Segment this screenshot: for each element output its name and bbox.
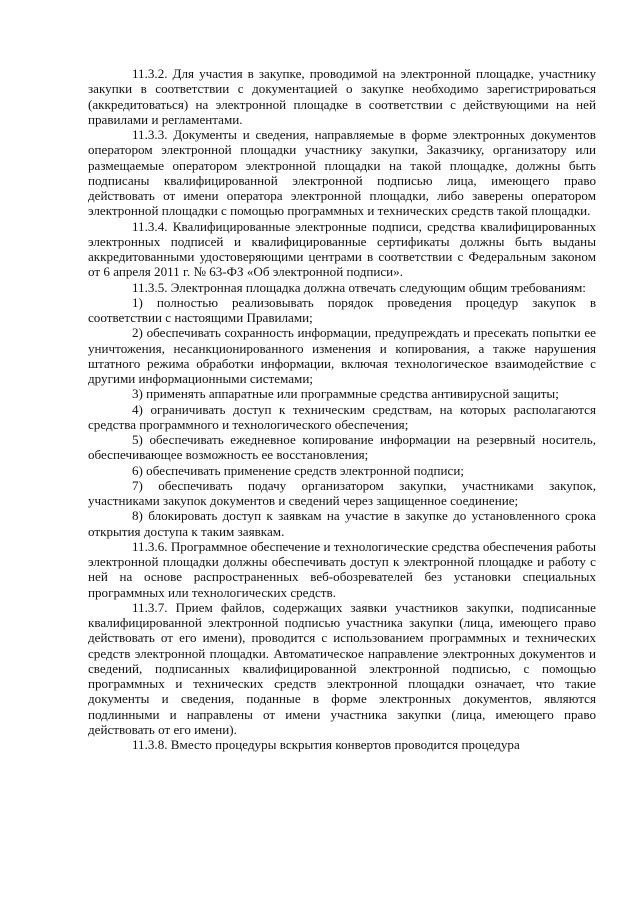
list-item-6: 6) обеспечивать применение средств электронной подписи; xyxy=(132,462,464,478)
paragraph-11-3-6: 11.3.6. Программное обеспечение и технологические средства обеспечения работы электронной площадки должны обеспечивать доступ к электронной площадке и работу с ней на основе распространенных веб-обозревателей без установки специальных программных или технологических средств. xyxy=(88,538,596,600)
document-page xyxy=(88,66,596,752)
list-item-4: 4) ограничивать доступ к техническим средствам, на которых располагаются средства программного и технологического обеспечения; xyxy=(88,401,596,432)
paragraph-11-3-2: 11.3.2. Для участия в закупке, проводимой на электронной площадке, участнику закупки в соответствии с документацией о закупке необходимо зарегистрироваться (аккредитоваться) на электронной площадке в соответствии с действующими на ней правилами и регламентами. xyxy=(88,66,596,127)
paragraph-11-3-3: 11.3.3. Документы и сведения, направляемые в форме электронных документов оператором электронной площадки участнику закупки, Заказчику, организатору или размещаемые оператором электронной площадки на такой площадке, должны быть подписаны квалифицированной электронной подписью лица, имеющего право действовать от имени оператора электронной площадки, либо заверены оператором электронной площадки с помощью программных и технических средств такой площадки. xyxy=(88,127,596,219)
paragraph-11-3-4: 11.3.4. Квалифицированные электронные подписи, средства квалифицированных электронных подписей и квалифицированные сертификаты должны быть выданы аккредитованными удостоверяющими центрами в соответствии с Федеральным законом от 6 апреля 2011 г. № 63-ФЗ «Об электронной подписи». xyxy=(88,218,596,280)
paragraph-11-3-8: 11.3.8. Вместо процедуры вскрытия конвертов проводится процедура xyxy=(132,737,520,752)
list-item-1: 1) полностью реализовывать порядок проведения процедур закупок в соответствии с настоящими Правилами; xyxy=(88,294,596,325)
list-item-7: 7) обеспечивать подачу организатором закупки, участниками закупок, участниками закупок документов и сведений через защищенное соединение; xyxy=(88,477,596,508)
paragraph-11-3-5: 11.3.5. Электронная площадка должна отвечать следующим общим требованиям: xyxy=(132,279,586,295)
list-item-3: 3) применять аппаратные или программные средства антивирусной защиты; xyxy=(132,386,559,402)
list-item-5: 5) обеспечивать ежедневное копирование информации на резервный носитель, обеспечивающее возможность ее восстановления; xyxy=(88,432,596,463)
paragraph-11-3-7: 11.3.7. Прием файлов, содержащих заявки участников закупки, подписанные квалифицированной электронной подписью участника закупки (лица, имеющего право действовать от его имени), проводится с использованием программных и технических средств электронной площадки. Автоматическое направление электронных документов и сведений, подписанных квалифицированной электронной подписью, с помощью программных и технических средств электронной площадки означает, что такие документы и сведения, поданные в форме электронных документов, являются подлинными и направлены от имени участника закупки (лица, имеющего право действовать от его имени). xyxy=(88,599,596,737)
list-item-2: 2) обеспечивать сохранность информации, предупреждать и пресекать попытки ее уничтожения, несанкционированного изменения и копирования, а также нарушения штатного режима обработки информации, включая технологическое взаимодействие с другими информационными системами; xyxy=(88,325,596,386)
list-item-8: 8) блокировать доступ к заявкам на участие в закупке до установленного срока открытия доступа к таким заявкам. xyxy=(88,508,596,539)
